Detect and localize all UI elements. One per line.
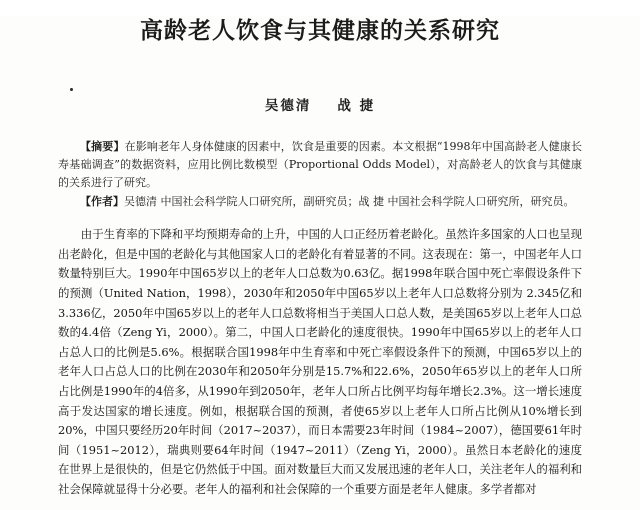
author-line <box>58 94 582 114</box>
abstract-section <box>58 138 582 211</box>
authors-note-text: 吴德清 中国社会科学院人口研究所，副研究员；战 捷 中国社会科学院人口研究所，研究员。 <box>124 195 575 209</box>
author-first: 吴德清 <box>264 97 312 114</box>
abstract-paragraph <box>58 138 582 191</box>
authors-note-paragraph <box>58 193 582 211</box>
abstract-text: 在影响老年人身体健康的因素中，饮食是重要的因素。本文根据“1998年中国高龄老人健康长寿基础调查”的数据资料，应用比例比数模型（Proportional Odds Model），对高龄老人的饮食与其健康的关系进行了研究。 <box>58 139 582 189</box>
authors-note-label: 【作者】 <box>80 195 124 209</box>
abstract-label: 【摘要】 <box>80 139 125 153</box>
body-paragraph-1: 由于生育率的下降和平均预期寿命的上升，中国的人口正经历着老龄化。虽然许多国家的人口也呈现出老龄化，但是中国的老龄化与其他国家人口的老龄化有着显著的不同。这表现在：第一，中国老年人口数量特别巨大。1990年中国65岁以上的老年人口总数为0.63亿。据1998年联合国中死亡率假设条件下的预测（United Nation，1998），2030年和2050年中国65岁以上老年人口总数将分别为 2.345亿和3.336亿，2050年中国65岁以上的老年人口总数将相当于美国人口总人数，是美国65岁以上老年人口总数的4.4倍（Zeng Yi，2000）。第二，中国人口老龄化的速度很快。1990年中国65岁以上的老年人口占总人口的比例是5.6%。根据联合国1998年中生育率和中死亡率假设条件下的预测，中国65岁以上的老年人口占总人口的比例在2030年和2050年分别是15.7%和22.6%，2050年65岁以上的老年人口所占比例是1990年的4倍多，从1990年到2050年，老年人口所占比例平均每年增长2.3%。这一增长速度高于发达国家的增长速度。例如，根据联合国的预测，者使65岁以上老年人口所占比例从10%增长到20%，中国只要经历20年时间（2017~2037），而日本需要23年时间（1984~2007），德国要61年时间（1951~2012），瑞典则要64年时间（1947~2011）（Zeng Yi，2000）。虽然日本老龄化的速度在世界上是很快的，但是它仍然低于中国。面对数量巨大而又发展迅速的老年人口，关注老年人的福利和社会保障就显得十分必要。老年人的福利和社会保障的一个重要方面是老年人健康。多学者都对 <box>58 227 582 497</box>
document-page <box>0 16 640 510</box>
page-title: 高龄老人饮食与其健康的关系研究 <box>140 17 500 44</box>
page-dot-mark <box>70 88 73 91</box>
author-second: 战 捷 <box>337 97 376 114</box>
body-section <box>58 225 582 500</box>
